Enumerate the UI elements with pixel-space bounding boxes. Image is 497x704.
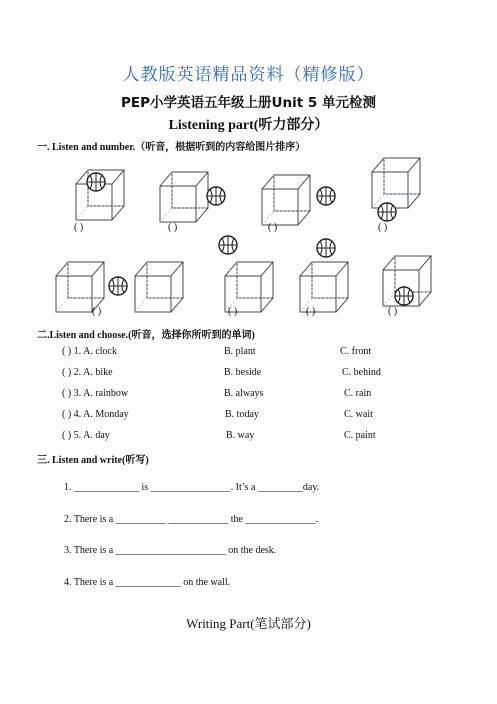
picture-7 — [300, 262, 348, 312]
ball-icon — [395, 287, 413, 305]
option-a[interactable]: ( ) 3. A. rainbow — [62, 388, 129, 399]
picture-5-second-box — [135, 262, 183, 312]
option-c[interactable]: C. behind — [342, 367, 381, 378]
ball-icon — [87, 173, 105, 191]
answer-blank-8[interactable]: ( ) — [388, 306, 398, 317]
picture-6 — [225, 262, 273, 312]
write-line-4[interactable]: 4. There is a _____________ on the wall. — [64, 577, 231, 588]
option-a[interactable]: ( ) 5. A. day — [62, 430, 110, 441]
option-a[interactable]: ( ) 4. A. Monday — [62, 409, 129, 420]
write-line-2[interactable]: 2. There is a __________ ____________ the ______________. — [64, 514, 318, 525]
write-line-3[interactable]: 3. There is a ______________________ on the desk. — [64, 545, 277, 556]
answer-blank-7[interactable]: ( ) — [306, 306, 316, 317]
option-b[interactable]: B. today — [225, 409, 259, 420]
ball-icon — [109, 277, 127, 295]
picture-figures — [0, 0, 497, 330]
answer-blank-4[interactable]: ( ) — [378, 222, 388, 233]
picture-3 — [262, 175, 310, 225]
answer-blank-1[interactable]: ( ) — [74, 222, 84, 233]
option-c[interactable]: C. wait — [344, 409, 373, 420]
option-a[interactable]: ( ) 2. A. bike — [62, 367, 113, 378]
option-c[interactable]: C. front — [340, 346, 372, 357]
part2-heading: 二.Listen and choose.(听音，选择你所听到的单词) — [37, 330, 255, 341]
banner-title: 人教版英语精品资料（精修版） — [122, 65, 375, 85]
answer-blank-5[interactable]: ( ) — [92, 306, 102, 317]
listening-heading: Listening part(听力部分） — [168, 118, 329, 133]
option-c[interactable]: C. paint — [344, 430, 376, 441]
answer-blank-6[interactable]: ( ) — [228, 306, 238, 317]
option-b[interactable]: B. way — [226, 430, 255, 441]
picture-2 — [160, 172, 208, 222]
option-a[interactable]: ( ) 1. A. clock — [62, 346, 117, 357]
option-b[interactable]: B. beside — [224, 367, 262, 378]
ball-icon — [317, 239, 335, 257]
ball-icon — [207, 187, 225, 205]
picture-4 — [372, 158, 420, 208]
answer-blank-3[interactable]: ( ) — [268, 222, 278, 233]
option-c[interactable]: C. rain — [344, 388, 372, 399]
ball-icon — [378, 203, 396, 221]
write-line-1[interactable]: 1. _____________ is ________________. It’s a _________day. — [64, 482, 320, 493]
option-b[interactable]: B. always — [224, 388, 264, 399]
option-b[interactable]: B. plant — [224, 346, 256, 357]
answer-blank-2[interactable]: ( ) — [168, 222, 178, 233]
ball-icon — [219, 236, 237, 254]
page-title: PEP小学英语五年级上册Unit 5 单元检测 — [121, 95, 376, 111]
part1-heading: 一. Listen and number.（听音，根据听到的内容给图片排序） — [37, 142, 306, 153]
writing-part-heading: Writing Part(笔试部分) — [186, 616, 311, 631]
picture-5 — [56, 262, 104, 312]
ball-icon — [317, 187, 335, 205]
part3-heading: 三. Listen and write(听写) — [37, 455, 149, 466]
